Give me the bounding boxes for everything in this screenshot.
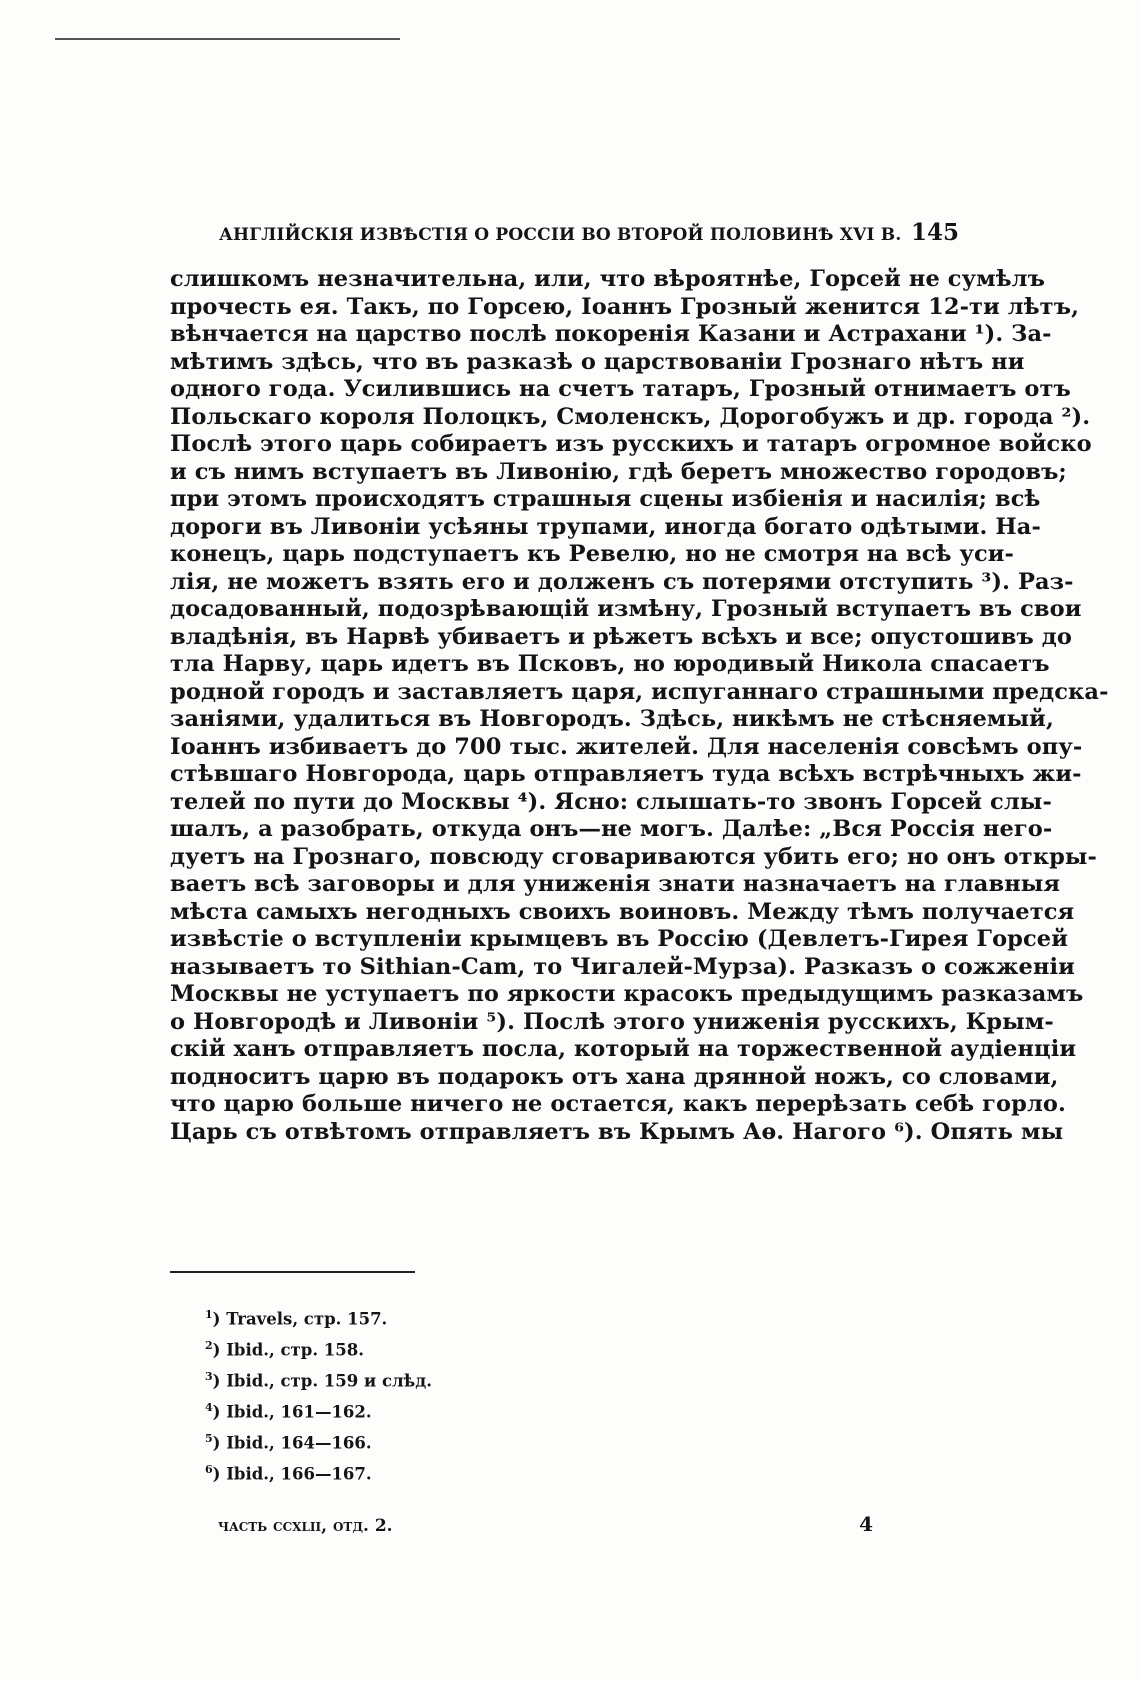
footnote xyxy=(205,1302,432,1333)
footnote-paren: ) xyxy=(212,1402,227,1422)
footnote-paren: ) xyxy=(212,1464,227,1484)
text-line: Царь съ отвѣтомъ отправляетъ въ Крымъ Аѳ. Нагого ⁶). Опять мы xyxy=(170,1118,1064,1145)
text-line: и съ нимъ вступаетъ въ Ливонію, гдѣ беретъ множество городовъ; xyxy=(170,458,1067,485)
text-line: одного года. Усилившись на счетъ татаръ, Грозный отнимаетъ отъ xyxy=(170,376,1071,402)
text-line: дороги въ Ливоніи усѣяны трупами, иногда богато одѣтыми. На- xyxy=(170,513,1041,540)
footnote-mark: 3 xyxy=(205,1370,213,1383)
text-line: тла Нарву, царь идетъ въ Псковъ, но юродивый Никола спасаетъ xyxy=(170,651,1050,677)
signature-number: 4 xyxy=(859,1512,873,1536)
footnote-mark: 6 xyxy=(205,1463,213,1476)
text-line: вѣнчается на царство послѣ покоренія Казани и Астрахани ¹). За- xyxy=(170,321,1052,347)
footnote-text: Ibid., 166—167. xyxy=(226,1464,372,1484)
footnote xyxy=(205,1457,432,1488)
footnote-mark: 4 xyxy=(205,1401,213,1414)
footnote-paren: ) xyxy=(212,1309,227,1329)
text-line: досадованный, подозрѣвающій измѣну, Грозный вступаетъ въ свои xyxy=(170,596,1082,622)
running-title: АНГЛІЙСКІЯ ИЗВѢСТІЯ О РОССІИ ВО ВТОРОЙ ПОЛОВИНѢ XVI В. xyxy=(219,225,902,245)
text-line: скій ханъ отправляетъ посла, который на торжественной аудіенціи xyxy=(170,1036,1077,1062)
footnote-rule xyxy=(170,1271,415,1273)
text-line: ваетъ всѣ заговоры и для униженія знати назначаетъ на главныя xyxy=(170,871,1061,897)
top-rule xyxy=(55,38,400,40)
text-line: родной городъ и заставляетъ царя, испуганнаго страшными предска- xyxy=(170,678,1109,705)
text-line: Москвы не уступаетъ по яркости красокъ предыдущимъ разказамъ xyxy=(170,981,1084,1007)
text-line: извѣстіе о вступленіи крымцевъ въ Россію (Девлетъ-Гирея Горсей xyxy=(170,926,1069,952)
text-line: владѣнія, въ Нарвѣ убиваетъ и рѣжетъ всѣхъ и все; опустошивъ до xyxy=(170,623,1072,650)
text-line: подноситъ царю въ подарокъ отъ хана дрянной ножъ, со словами, xyxy=(170,1063,1059,1090)
text-line: слишкомъ незначительна, или, что вѣроятнѣе, Горсей не сумѣлъ xyxy=(170,266,1045,292)
footnote-mark: 5 xyxy=(205,1432,213,1445)
footnote-mark: 1 xyxy=(205,1308,213,1321)
running-head xyxy=(219,219,959,246)
text-line: мѣста самыхъ негодныхъ своихъ воиновъ. Между тѣмъ получается xyxy=(170,898,1075,925)
text-line: что царю больше ничего не остается, какъ перерѣзать себѣ горло. xyxy=(170,1091,1066,1117)
text-line: о Новгородѣ и Ливоніи ⁵). Послѣ этого униженія русскихъ, Крым- xyxy=(170,1008,1054,1035)
body-text xyxy=(170,266,1109,1146)
footnote-text: Travels, стр. 157. xyxy=(226,1309,388,1329)
signature xyxy=(218,1512,873,1536)
text-line: называетъ то Sithian-Cam, то Чигалей-Мурза). Разказъ о сожженіи xyxy=(170,953,1075,980)
footnote xyxy=(205,1426,432,1457)
footnote xyxy=(205,1333,432,1364)
footnote-paren: ) xyxy=(212,1371,227,1391)
text-line: телей по пути до Москвы ⁴). Ясно: слышать-то звонъ Горсей слы- xyxy=(170,788,1052,815)
page-number: 145 xyxy=(910,219,959,246)
text-line: стѣвшаго Новгорода, царь отправляетъ туда всѣхъ встрѣчныхъ жи- xyxy=(170,761,1082,787)
footnote-paren: ) xyxy=(212,1433,227,1453)
text-line: прочесть ея. Такъ, по Горсею, Іоаннъ Грозный женится 12-ти лѣтъ, xyxy=(170,293,1080,320)
text-line: шалъ, а разобрать, откуда онъ—не могъ. Далѣе: „Вся Россія него- xyxy=(170,816,1053,842)
text-line: мѣтимъ здѣсь, что въ разказѣ о царствованіи Грознаго нѣтъ ни xyxy=(170,348,1025,375)
text-line: лія, не можетъ взять его и долженъ съ потерями отступить ³). Раз- xyxy=(170,568,1074,595)
text-line: Польскаго короля Полоцкъ, Смоленскъ, Дорогобужъ и др. города ²). xyxy=(170,403,1091,430)
signature-label: часть ccxlii, отд. 2. xyxy=(218,1516,393,1536)
footnote xyxy=(205,1364,432,1395)
footnote-mark: 2 xyxy=(205,1339,213,1352)
text-line: Послѣ этого царь собираетъ изъ русскихъ и татаръ огромное войско xyxy=(170,431,1092,457)
text-line: дуетъ на Грознаго, повсюду сговариваются убить его; но онъ откры- xyxy=(170,843,1097,870)
footnotes xyxy=(205,1302,432,1488)
text-line: при этомъ происходятъ страшныя сцены избіенія и насилія; всѣ xyxy=(170,486,1041,512)
text-line: конецъ, царь подступаетъ къ Ревелю, но не смотря на всѣ уси- xyxy=(170,541,1014,567)
text-line: заніями, удалиться въ Новгородъ. Здѣсь, никѣмъ не стѣсняемый, xyxy=(170,706,1054,732)
text-line: Іоаннъ избиваетъ до 700 тыс. жителей. Для населенія совсѣмъ опу- xyxy=(170,733,1083,760)
footnote-text: Ibid., 161—162. xyxy=(226,1402,372,1422)
footnote-text: Ibid., 164—166. xyxy=(226,1433,372,1453)
footnote-text: Ibid., стр. 158. xyxy=(226,1340,364,1360)
footnote-paren: ) xyxy=(212,1340,227,1360)
footnote-text: Ibid., стр. 159 и слѣд. xyxy=(226,1371,433,1391)
footnote xyxy=(205,1395,432,1426)
